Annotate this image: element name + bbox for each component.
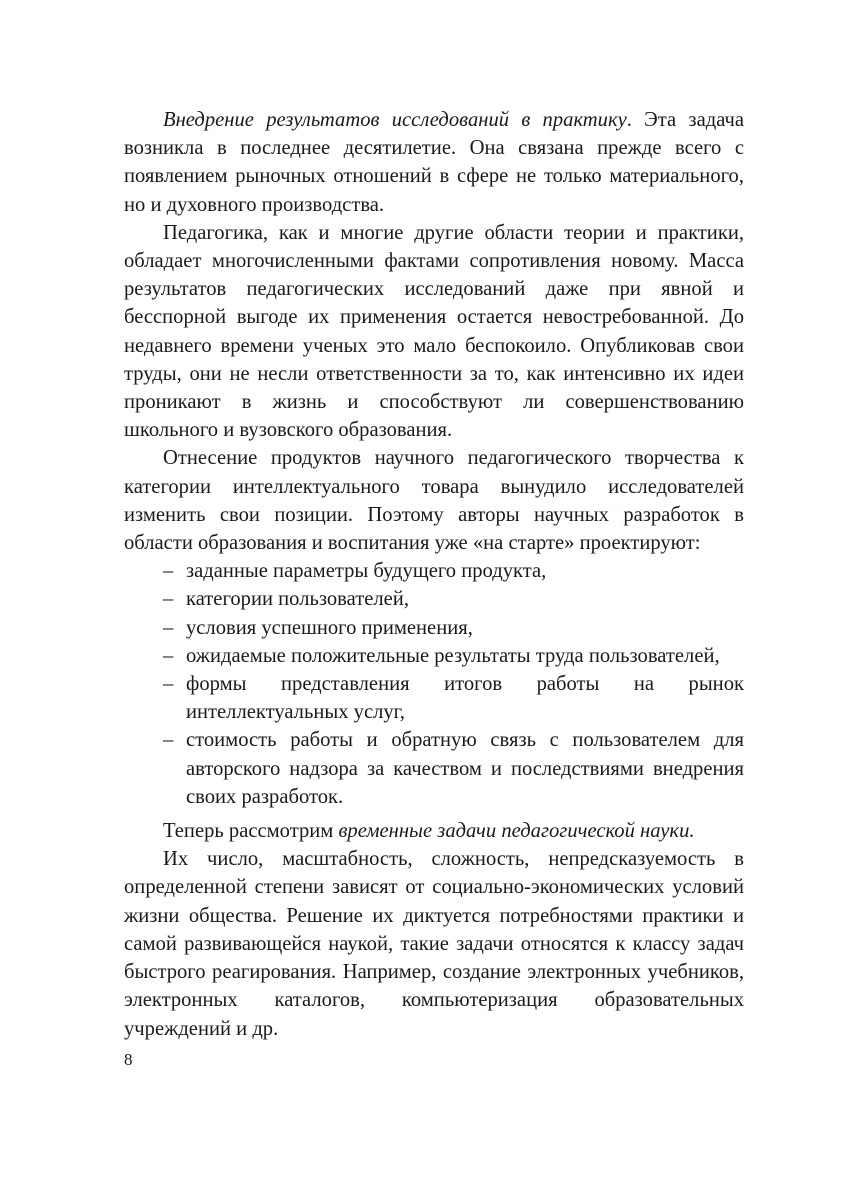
list-item bbox=[124, 642, 744, 670]
paragraph-4-text: Теперь рассмотрим bbox=[163, 820, 339, 843]
list-item bbox=[124, 557, 744, 585]
paragraph-1 bbox=[124, 106, 744, 219]
dash-marker: – bbox=[163, 644, 174, 667]
list-item-text: стоимость работы и обратную связь с пользователем для авторского надзора за качеством и последствиями внедрения своих разработок. bbox=[186, 729, 744, 808]
list-item-text: категории пользователей, bbox=[186, 588, 409, 611]
paragraph-5: Их число, масштабность, сложность, непредсказуемость в определенной степени зависят от социально-экономических условий жизни общества. Решение их диктуется потребностями практики и самой развивающейся наукой, такие задачи относятся к классу задач быстрого реагирования. Например, создание электронных учебников, электронных каталогов, компьютеризация образовательных учреждений и др. bbox=[124, 848, 744, 1040]
paragraph-3: Отнесение продуктов научного педагогического творчества к категории интеллектуального товара вынудило исследователей изменить свои позиции. Поэтому авторы научных разработок в области образования и воспитания уже «на старте» проектируют: bbox=[124, 447, 744, 555]
bullet-list bbox=[124, 557, 744, 811]
dash-marker: – bbox=[163, 560, 174, 583]
dash-marker: – bbox=[163, 673, 174, 696]
list-item-text: заданные параметры будущего продукта, bbox=[186, 560, 547, 583]
list-item-text: условия успешного применения, bbox=[186, 616, 473, 639]
paragraph-4-italic: временные задачи педагогической науки. bbox=[338, 820, 695, 843]
dash-marker: – bbox=[163, 729, 174, 752]
list-item bbox=[124, 670, 744, 726]
list-item-text: ожидаемые положительные результаты труда пользователей, bbox=[186, 644, 720, 667]
dash-marker: – bbox=[163, 588, 174, 611]
list-item bbox=[124, 585, 744, 613]
paragraph-1-italic-lead: Внедрение результатов исследований в практику bbox=[163, 109, 627, 131]
page-number: 8 bbox=[124, 1050, 133, 1069]
list-item-text: формы представления итогов работы на рынок интеллектуальных услуг, bbox=[186, 673, 744, 724]
paragraph-4 bbox=[124, 817, 744, 845]
list-item bbox=[124, 726, 744, 811]
paragraph-2: Педагогика, как и многие другие области теории и практики, обладает многочисленными фактами сопротивления новому. Масса результатов педагогических исследований даже при явной и бесспорной выгоде их применения остается невостребованной. До недавнего времени ученых это мало беспокоило. Опубликовав свои труды, они не несли ответственности за то, как интенсивно их идеи проникают в жизнь и способствуют ли совершенствованию школьного и вузовского образования. bbox=[124, 221, 744, 442]
list-item bbox=[124, 614, 744, 642]
paragraph-1-text: . Эта задача возникла в последнее десятилетие. Она связана прежде всего с появлением рыночных отношений в сфере не только материального, но и духовного производства. bbox=[124, 109, 745, 216]
dash-marker: – bbox=[163, 616, 174, 639]
body-text bbox=[124, 106, 744, 1043]
